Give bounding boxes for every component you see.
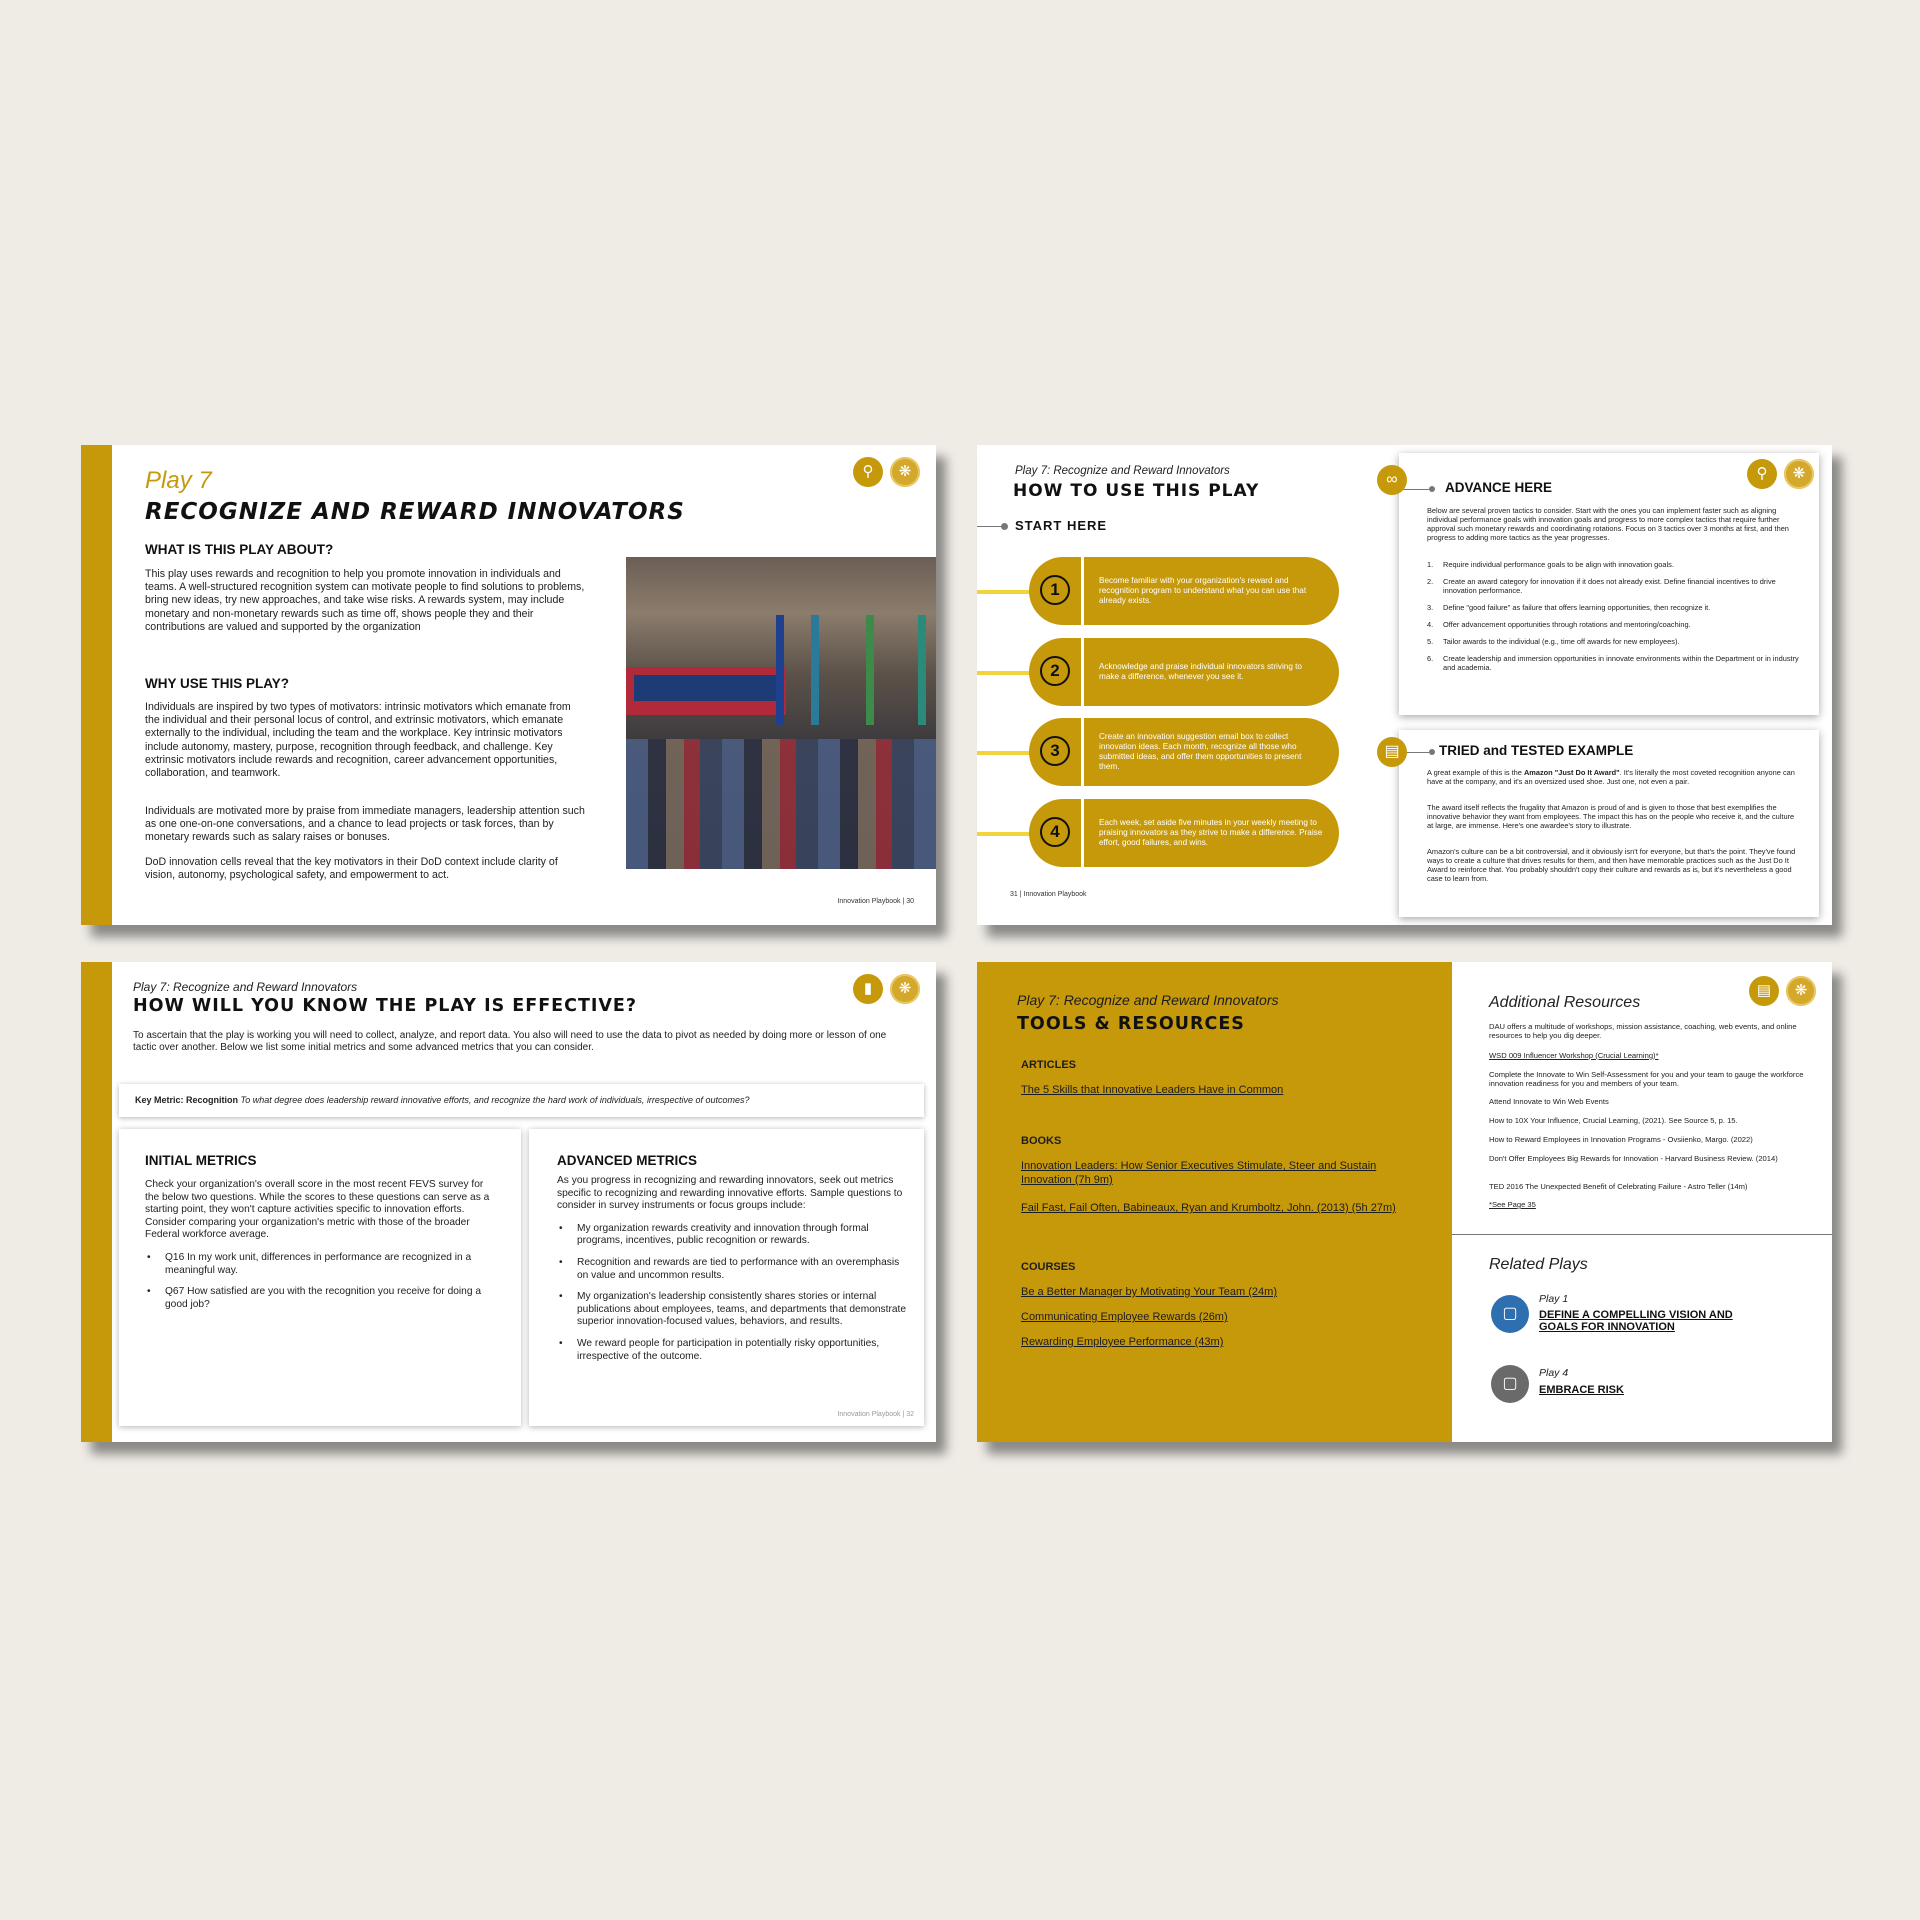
initial-metrics-card [119, 1129, 521, 1426]
vision-board-icon: ▢ [1491, 1295, 1529, 1333]
step-text: Acknowledge and praise individual innovators striving to make a difference, whenever you see it. [1099, 662, 1302, 681]
step-number: 2 [1040, 656, 1070, 686]
section-divider [1452, 1234, 1832, 1235]
books-heading: BOOKS [1021, 1135, 1062, 1147]
photo-flag [811, 615, 819, 725]
step-divider [1081, 638, 1084, 706]
key-metric-label: Key Metric: Recognition [135, 1095, 239, 1105]
related-play-link[interactable]: DEFINE A COMPELLING VISION AND GOALS FOR INNOVATION [1539, 1309, 1733, 1333]
play-title: TOOLS & RESOURCES [1017, 1014, 1245, 1034]
additional-resources-heading: Additional Resources [1489, 994, 1641, 1011]
book-link[interactable]: Fail Fast, Fail Often, Babineaux, Ryan and Krumboltz, John. (2013) (5h 27m) [1021, 1202, 1396, 1214]
bar-chart-icon: ▮ [853, 974, 883, 1004]
resource-item: Complete the Innovate to Win Self-Assessment for you and your team to gauge the workforce innovation readiness for you and members of your team. [1489, 1070, 1804, 1088]
step-card-3 [1029, 718, 1339, 786]
advanced-metrics-heading: ADVANCED METRICS [557, 1153, 698, 1168]
advance-intro: Below are several proven tactics to consider. Start with the ones you can implement faster such as aligning individual performance goals with innovation goals and progress to more complex tactics that require further approval such monetary rewards and coordinating rotations. Focus on 3 tactics over 3 months at first, and then progress to adding more tactics as the year progresses. [1427, 506, 1789, 542]
why-paragraph-2: Individuals are motivated more by praise from immediate managers, leadership attention such as one one-on-one conversations, and a chance to lead projects or task forces, than by monetary rewards such as salary raises or bonuses. [145, 805, 585, 844]
book-link[interactable]: Innovation Leaders: How Senior Executives Stimulate, Steer and Sustain Innovation (7h 9m) [1021, 1160, 1377, 1186]
gold-side-bar [81, 445, 112, 925]
step-number: 4 [1040, 817, 1070, 847]
step-text: Become familiar with your organization's reward and recognition program to understand what you can use that already exists. [1099, 576, 1307, 605]
initial-metrics-body: Check your organization's overall score in the most recent FEVS survey for the below two questions. While the scores to these questions can serve as a starting point, they won't capture activities specific to innovation efforts. Consider comparing your organization's metric with those of the broader Federal workforce average. • Q16 In my work unit, differences in performance are recognized in a meaningful way. • Q67 How satisfied are you with the recognition you receive for doing a good job? [145, 1179, 495, 1320]
magnifier-icon: ⚲ [853, 457, 883, 487]
play-kicker: Play 7: Recognize and Reward Innovators [1017, 992, 1279, 1008]
related-play-link[interactable]: EMBRACE RISK [1539, 1384, 1624, 1396]
photo-flag [918, 615, 926, 725]
network-icon: ❋ [890, 457, 920, 487]
list-item: 1. Require individual performance goals to be align with innovation goals. [1427, 560, 1674, 569]
resource-link[interactable]: How to Reward Employees in Innovation Programs - Ovsiienko, Margo. (2022) [1489, 1135, 1753, 1144]
play-title: HOW TO USE THIS PLAY [1013, 481, 1260, 501]
related-play-kicker: Play 4 [1539, 1367, 1569, 1379]
advanced-metrics-body: As you progress in recognizing and rewarding innovators, seek out metrics specific to recognizing and rewarding innovative efforts. Sample questions to consider in survey instruments or focus groups include: • My organization rewards creativity and innovation through formal programs, incentives, public recognition or rewards. • Recognition and rewards are tied to performance with an overemphasis on value and uncommon results. • My organization's leadership consistently shares stories or internal publications about employees, teams, and departments that demonstrate superior innovation-focused values, behaviors, and results. • We reward people for participation in potentially risky opportunities, irrespective of the outcome. [557, 1175, 907, 1372]
list-item: • Q16 In my work unit, differences in performance are recognized in a meaningful way. [145, 1252, 495, 1277]
network-icon: ❋ [890, 974, 920, 1004]
intro-text: To ascertain that the play is working you will need to collect, analyze, and report data. You also will need to use the data to pivot as needed by doing more or lesson of one tactic over another. Below we list some initial metrics and some advanced metrics that you can consider. [133, 1030, 887, 1054]
advance-heading: ADVANCE HERE [1445, 480, 1553, 495]
course-link[interactable]: Rewarding Employee Performance (43m) [1021, 1336, 1224, 1348]
tried-paragraph-3: Amazon's culture can be a bit controversial, and it obviously isn't for everyone, but that's the point. They've found ways to create a culture that drives results for them, and then have memorable practices such as the Just Do It Award to reinforce that. You probably shouldn't copy their culture and rewards as is, but it's nevertheless a good case to learn from. [1427, 847, 1796, 883]
resource-link[interactable]: TED 2016 The Unexpected Benefit of Celebrating Failure - Astro Teller (14m) [1489, 1182, 1748, 1191]
page-footer: 31 | Innovation Playbook [1010, 891, 1087, 898]
step-connector [977, 832, 1031, 836]
related-play-kicker: Play 1 [1539, 1293, 1569, 1305]
resource-link[interactable]: *See Page 35 [1489, 1200, 1536, 1209]
map-pin-icon: ⚲ [1747, 459, 1777, 489]
list-item: 4. Offer advancement opportunities through rotations and mentoring/coaching. [1427, 620, 1691, 629]
step-card-4 [1029, 799, 1339, 867]
list-item: • Q67 How satisfied are you with the recognition you receive for doing a good job? [145, 1286, 495, 1311]
list-item: • We reward people for participation in potentially risky opportunities, irrespective of the outcome. [557, 1338, 907, 1363]
advanced-metrics-card [529, 1129, 924, 1426]
about-heading: WHAT IS THIS PLAY ABOUT? [145, 542, 334, 557]
page-31 [977, 445, 1832, 925]
step-connector [977, 751, 1031, 755]
why-paragraph-3: DoD innovation cells reveal that the key motivators in their DoD context include clarity of vision, autonomy, psychological safety, and empowerment to act. [145, 856, 558, 882]
card-dot [1429, 749, 1435, 755]
card-dot [1429, 486, 1435, 492]
step-divider [1081, 799, 1084, 867]
list-item: 6. Create leadership and immersion opportunities in innovate environments within the Department or in industry and academia. [1427, 654, 1799, 672]
play-kicker: Play 7 [145, 467, 212, 494]
page-33 [977, 962, 1832, 1442]
step-text: Each week, set aside five minutes in your weekly meeting to praising innovators as they strive to make a difference. Praise effort, good failures, and wins. [1099, 818, 1323, 847]
advance-here-card [1399, 453, 1819, 715]
advanced-metrics-list [557, 1223, 907, 1363]
step-card-2 [1029, 638, 1339, 706]
tried-paragraph-1: A great example of this is the Amazon "Just Do It Award". It's literally the most coveted recognition anyone can have at the company, and it's an oversized used shoe. Just one, not even a pair. [1427, 768, 1795, 786]
step-connector [977, 671, 1031, 675]
page-30 [81, 445, 936, 925]
article-link[interactable]: The 5 Skills that Innovative Leaders Have in Common [1021, 1084, 1284, 1096]
network-icon: ❋ [1786, 976, 1816, 1006]
list-item: 3. Define "good failure" as failure that offers learning opportunities, then recognize it. [1427, 603, 1711, 612]
photo-flag [776, 615, 784, 725]
list-item: • My organization's leadership consistently shares stories or internal publications about employees, teams, and departments that demonstrate superior innovation-focused values, behaviors, and results. [557, 1291, 907, 1329]
list-item: • My organization rewards creativity and innovation through formal programs, incentives, public recognition or rewards. [557, 1223, 907, 1248]
gold-side-bar [81, 962, 112, 1442]
why-paragraph-1: Individuals are inspired by two types of motivators: intrinsic motivators which emanate from the individual and their personal locus of control, and extrinsic motivators, which emanate externally to the individual, including the team and the workplace. Key intrinsic motivators include autonomy, mastery, purpose, recognition through feedback, and challenge. Key extrinsic motivators include rewards and recognition, career advancement opportunities, collaboration, and teamwork. [145, 701, 571, 780]
start-connector [977, 526, 1003, 527]
risk-board-icon: ▢ [1491, 1365, 1529, 1403]
step-number: 1 [1040, 575, 1070, 605]
book-icon: ▤ [1749, 976, 1779, 1006]
photo-crowd [626, 739, 936, 869]
advance-list [1427, 560, 1799, 680]
step-connector [977, 590, 1031, 594]
step-divider [1081, 718, 1084, 786]
document-icon: ▤ [1377, 737, 1407, 767]
resource-link[interactable]: Don't Offer Employees Big Rewards for Innovation - Harvard Business Review. (2014) [1489, 1154, 1778, 1163]
resource-link[interactable]: WSD 009 Influencer Workshop (Crucial Learning)* [1489, 1051, 1659, 1060]
page-32 [81, 962, 936, 1442]
start-dot [1001, 523, 1008, 530]
step-number: 3 [1040, 736, 1070, 766]
start-here-label: START HERE [1015, 518, 1108, 533]
photo-flag [866, 615, 874, 725]
play-kicker: Play 7: Recognize and Reward Innovators [1015, 465, 1230, 477]
infinity-icon: ∞ [1377, 465, 1407, 495]
list-item: • Recognition and rewards are tied to performance with an overemphasis on value and uncommon results. [557, 1257, 907, 1282]
tried-tested-card [1399, 730, 1819, 917]
step-card-1 [1029, 557, 1339, 625]
tried-paragraph-2: The award itself reflects the frugality that Amazon is proud of and is given to those that best exemplifies the innovative behavior they want from employees. The impact this has on the people who receive it, and the culture at large, are immense. Here's one awardee's story to illustrate. [1427, 803, 1795, 830]
course-link[interactable]: Communicating Employee Rewards (26m) [1021, 1311, 1228, 1323]
resource-link[interactable]: How to 10X Your Influence, Crucial Learning, (2021). See Source 5, p. 15. [1489, 1116, 1738, 1125]
play-kicker: Play 7: Recognize and Reward Innovators [133, 980, 358, 994]
photo-banner-blue [634, 675, 784, 701]
articles-heading: ARTICLES [1021, 1059, 1076, 1071]
courses-heading: COURSES [1021, 1261, 1076, 1273]
step-divider [1081, 557, 1084, 625]
related-plays-heading: Related Plays [1489, 1256, 1588, 1273]
about-text: This play uses rewards and recognition to help you promote innovation in individuals and teams. A well-structured recognition system can motivate people to find solutions to problems, bring new ideas, try new approaches, and take wise risks. A rewards system, may include monetary and non-monetary rewards such as time off, shows people they and their contributions are valued and supported by the organization [145, 568, 585, 633]
key-metric-text: To what degree does leadership reward innovative efforts, and recognize the hard work of individuals, irrespective of outcomes? [240, 1095, 750, 1105]
header-icons [1749, 976, 1816, 1006]
resource-item: DAU offers a multitude of workshops, mission assistance, coaching, web events, and online resources to help you dig deeper. [1489, 1022, 1797, 1040]
resource-link[interactable]: Attend Innovate to Win Web Events [1489, 1097, 1609, 1106]
key-metric-bar [119, 1084, 924, 1117]
header-icons [1747, 459, 1814, 489]
list-item: 5. Tailor awards to the individual (e.g., time off awards for new employees). [1427, 637, 1680, 646]
course-link[interactable]: Be a Better Manager by Motivating Your Team (24m) [1021, 1286, 1277, 1298]
award-ceremony-photo [626, 557, 936, 869]
network-icon: ❋ [1784, 459, 1814, 489]
page-footer: Innovation Playbook | 30 [837, 898, 914, 905]
list-item: 2. Create an award category for innovation if it does not already exist. Define financial incentives to drive innovation performance. [1427, 577, 1776, 595]
page-footer: Innovation Playbook | 32 [837, 1411, 914, 1418]
play-title: RECOGNIZE AND REWARD INNOVATORS [145, 499, 685, 525]
tried-heading: TRIED and TESTED EXAMPLE [1439, 743, 1634, 758]
play-title: HOW WILL YOU KNOW THE PLAY IS EFFECTIVE? [133, 996, 638, 1016]
header-icons [853, 457, 920, 487]
initial-metrics-heading: INITIAL METRICS [145, 1153, 257, 1168]
header-icons [853, 974, 920, 1004]
step-text: Create an innovation suggestion email box to collect innovation ideas. Each month, recognize all those who submitted ideas, and offer them opportunities to present them. [1099, 732, 1302, 771]
why-heading: WHY USE THIS PLAY? [145, 676, 290, 691]
initial-metrics-list [145, 1252, 495, 1311]
